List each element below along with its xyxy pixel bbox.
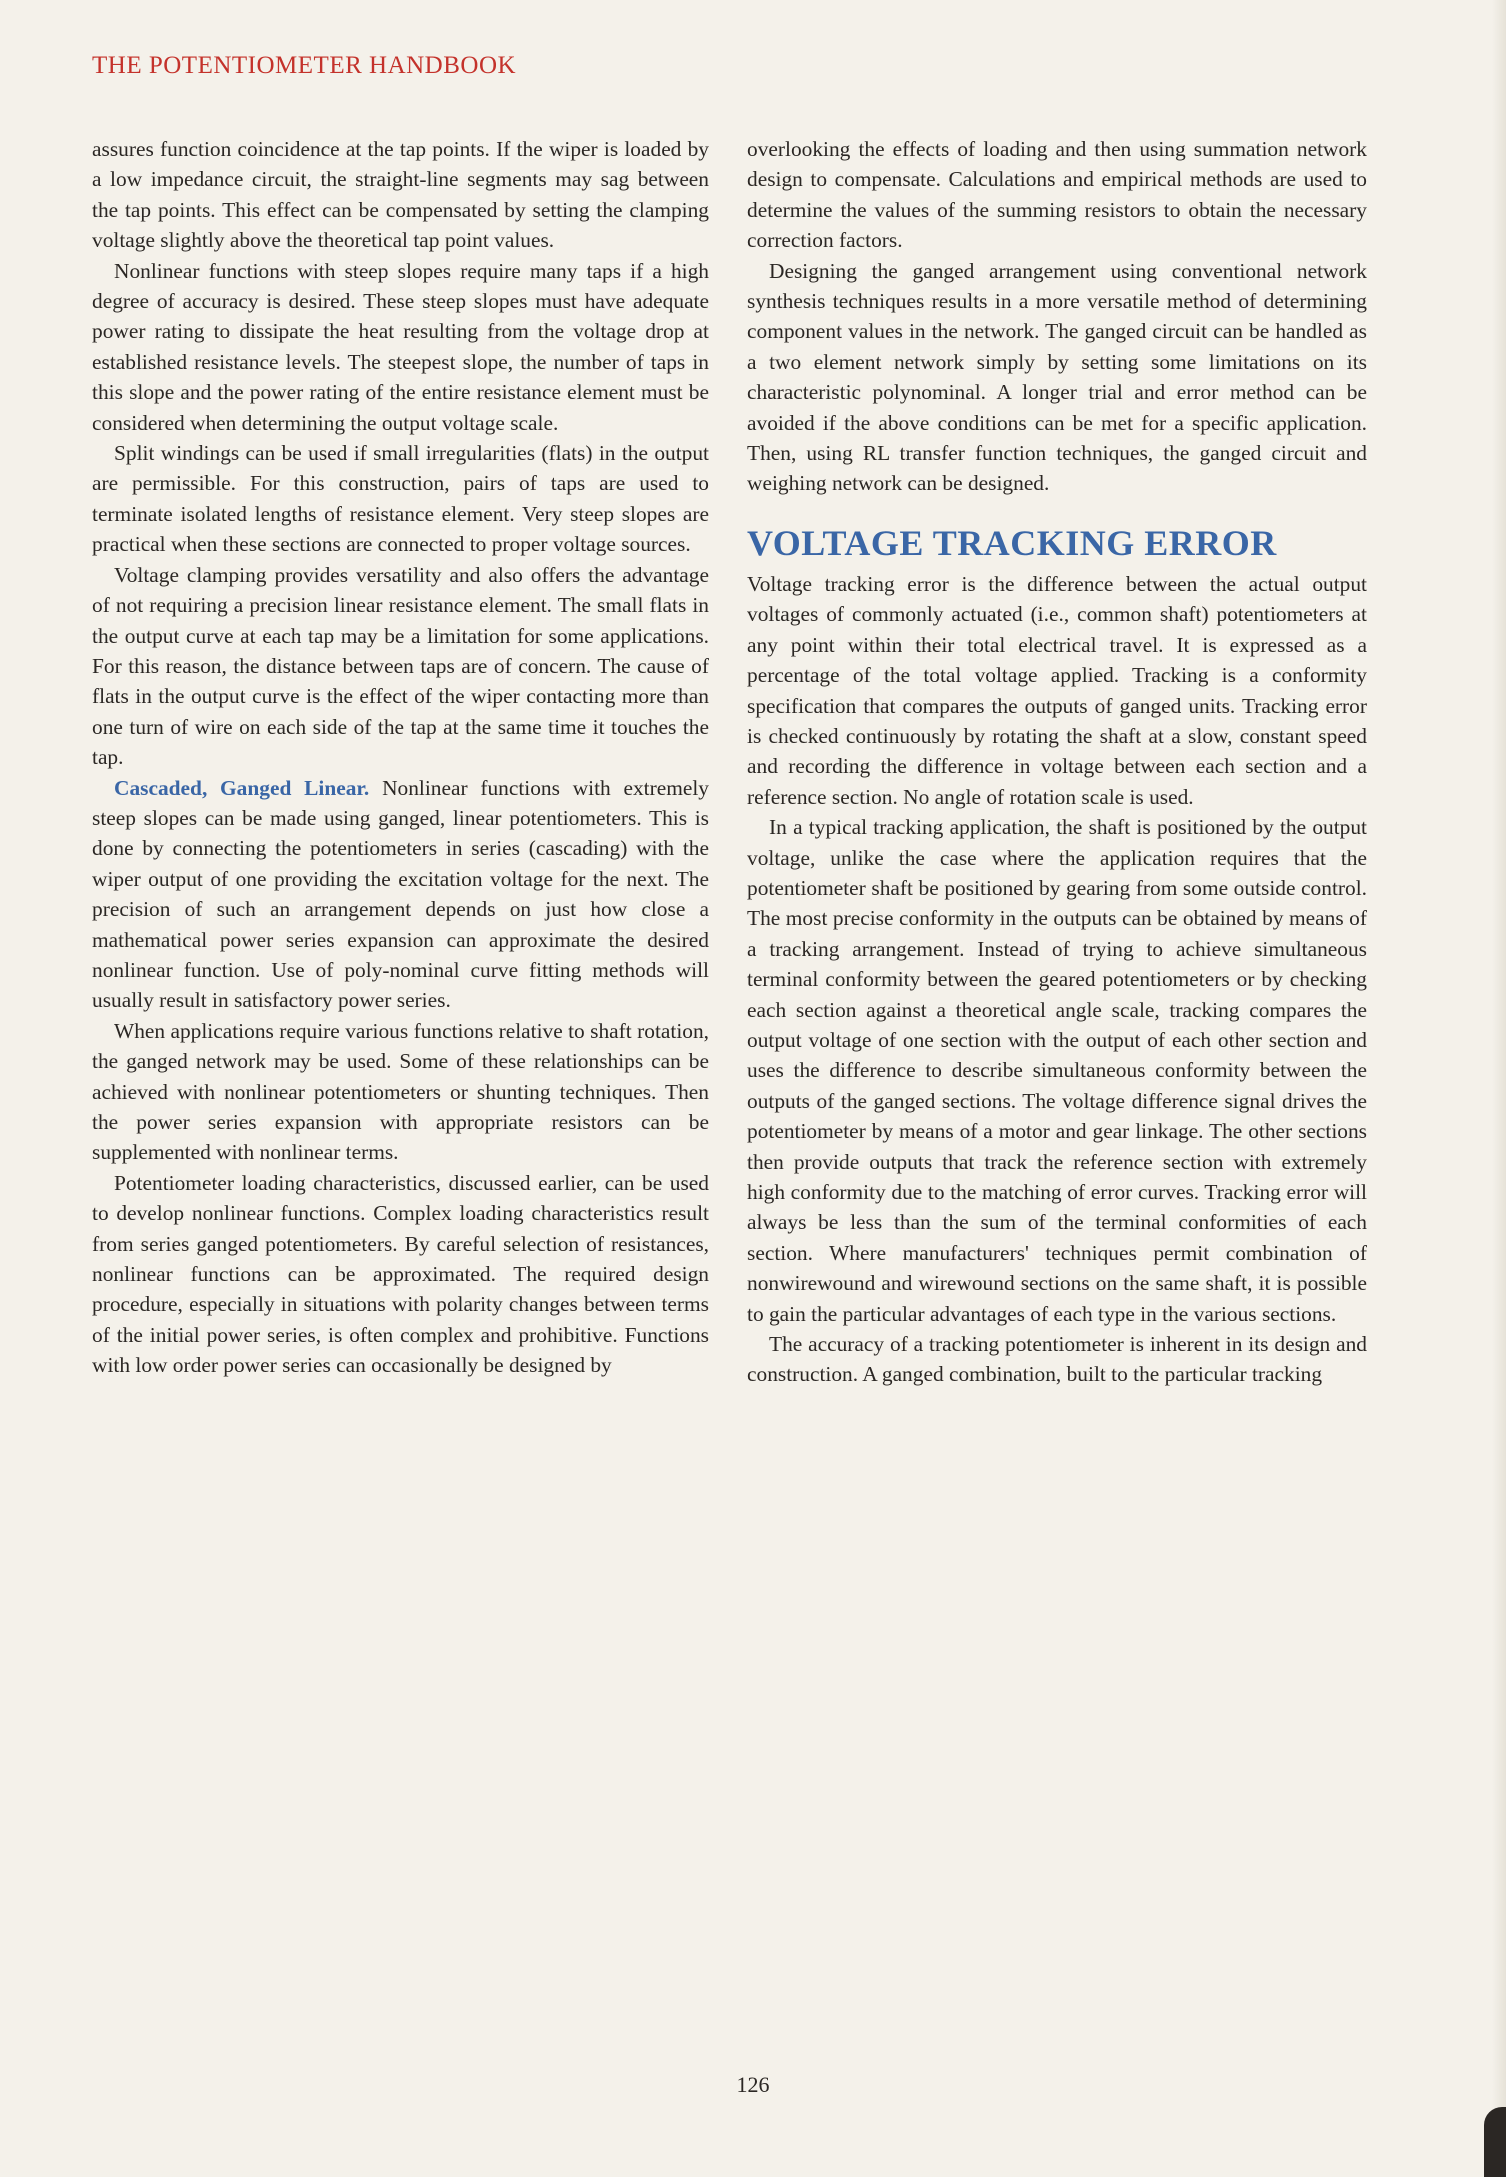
page-edge-shadow — [1492, 0, 1506, 2177]
running-header: THE POTENTIOMETER HANDBOOK — [92, 52, 517, 79]
left-column — [92, 134, 709, 1381]
paragraph: When applications require various functions relative to shaft rotation, the ganged network may be used. Some of these relationships can be achieved with nonlinear potentiometers or shunting techniques. Then the power series expansion with appropriate resistors can be supplemented with nonlinear terms. — [92, 1018, 709, 1165]
paragraph: assures function coincidence at the tap points. If the wiper is loaded by a low impedance circuit, the straight-line segments may sag between the tap points. This effect can be compensated by setting the clamping voltage slightly above the theoretical tap point values. — [92, 137, 709, 253]
paragraph: Voltage clamping provides versatility and also offers the advantage of not requiring a precision linear resistance element. The small flats in the output curve at each tap may be a limitation for some applications. For this reason, the distance between taps are of concern. The cause of flats in the output curve is the effect of the wiper contacting more than one turn of wire on each side of the tap at the same time it touches the tap. — [92, 562, 709, 770]
cascaded-paragraph — [92, 773, 709, 1016]
page-number: 126 — [736, 2072, 770, 2097]
section-heading: VOLTAGE TRACKING ERROR — [747, 522, 1277, 563]
paragraph: Nonlinear functions with steep slopes require many taps if a high degree of accuracy is desired. These steep slopes must have adequate power rating to dissipate the heat resulting from the voltage drop at established resistance levels. The steepest slope, the number of taps in this slope and the power rating of the entire resistance element must be considered when determining the output voltage scale. — [92, 258, 709, 435]
paragraph: In a typical tracking application, the shaft is positioned by the output voltage, unlike the case where the application requires that the potentiometer shaft be positioned by gearing from some outside control. The most precise conformity in the outputs can be obtained by means of a tracking arrangement. Instead of trying to achieve simultaneous terminal conformity between the geared potentiometers or by checking each section against a theoretical angle scale, tracking compares the output voltage of one section with the output of each other section and uses the difference to describe simultaneous conformity between the outputs of the ganged sections. The voltage difference signal drives the potentiometer by means of a motor and gear linkage. The other sections then provide outputs that track the reference section with extremely high conformity due to the matching of error curves. Tracking error will always be less than the sum of the terminal conformities of each section. Where manufacturers' techniques permit combination of nonwirewound and wirewound sections on the same shaft, it is possible to gain the particular advantages of each type in the various sections. — [747, 815, 1367, 1326]
page-corner-mark — [1484, 2107, 1506, 2177]
paragraph: overlooking the effects of loading and then using summation network design to compensate. Calculations and empirical methods are used to determine the values of the summing resistors to obtain the necessary correction factors. — [747, 137, 1367, 253]
paragraph: Split windings can be used if small irregularities (flats) in the output are permissible. For this construction, pairs of taps are used to terminate isolated lengths of resistance element. Very steep slopes are practical when these sections are connected to proper voltage sources. — [92, 441, 709, 557]
paragraph: Potentiometer loading characteristics, discussed earlier, can be used to develop nonlinear functions. Complex loading characteristics result from series ganged potentiometers. By careful selection of resistances, nonlinear functions can be approximated. The required design procedure, especially in situations with polarity changes between terms of the initial power series, is often complex and prohibitive. Functions with low order power series can occasionally be designed by — [92, 1170, 709, 1378]
paragraph: Voltage tracking error is the difference between the actual output voltages of commonly actuated (i.e., common shaft) potentiometers at any point within their total electrical travel. It is expressed as a percentage of the total voltage applied. Tracking is a conformity specification that compares the outputs of ganged units. Tracking error is checked continuously by rotating the shaft at a slow, constant speed and recording the difference in voltage between each section and a reference section. No angle of rotation scale is used. — [747, 571, 1367, 809]
run-in-heading: Cascaded, Ganged Linear. — [114, 775, 370, 800]
paragraph: Designing the ganged arrangement using conventional network synthesis techniques results in a more versatile method of determining component values in the network. The ganged circuit can be handled as a two element network simply by setting some limitations on its characteristic polynominal. A longer trial and error method can be avoided if the above conditions can be met for a specific application. Then, using RL transfer function techniques, the ganged circuit and weighing network can be designed. — [747, 258, 1367, 496]
right-column — [747, 134, 1367, 1390]
paragraph-text: Nonlinear functions with extremely steep slopes can be made using ganged, linear potentiometers. This is done by connecting the potentiometers in series (cascading) with the wiper output of one providing the excitation voltage for the next. The precision of such an arrangement depends on just how close a mathematical power series expansion can approximate the desired nonlinear function. Use of poly-nominal curve fitting methods will usually result in satisfactory power series. — [92, 775, 710, 1013]
paragraph: The accuracy of a tracking potentiometer is inherent in its design and construction. A ganged combination, built to the particular tracking — [747, 1332, 1367, 1387]
